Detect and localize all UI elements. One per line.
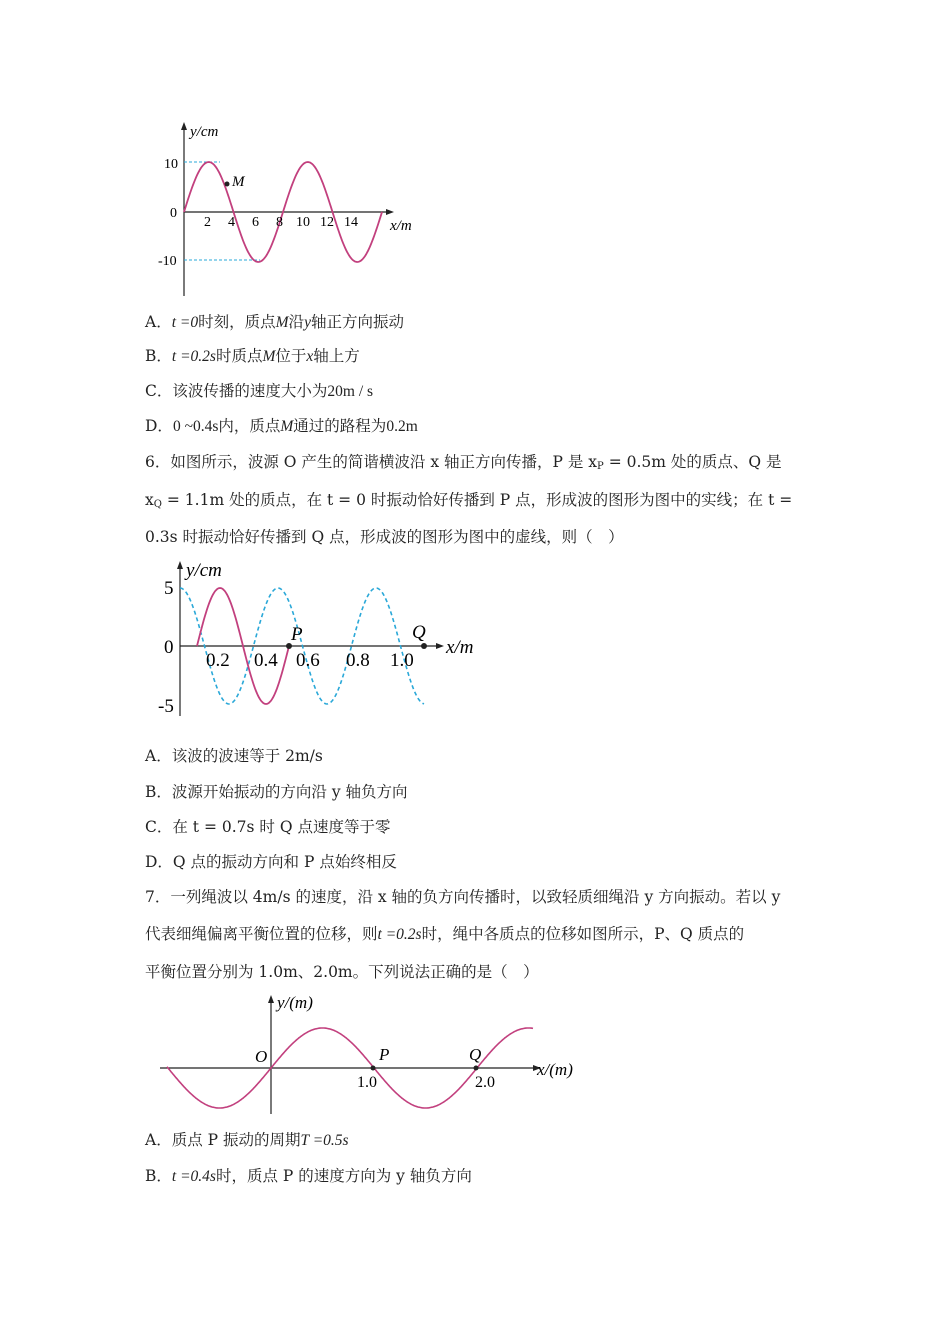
q5-option-b: B．t =0.2s时质点M位于x轴上方 [145,347,360,365]
x-tick: 2 [204,215,211,230]
point-p [371,1066,376,1071]
y-tick: 5 [164,578,174,599]
point-q [474,1066,479,1071]
x-tick: 8 [276,215,283,230]
q7-option-a: A．质点 P 振动的周期T =0.5s [145,1131,349,1149]
q6-option-c: C．在 t = 0.7s 时 Q 点速度等于零 [145,818,391,836]
x-tick: 14 [344,215,358,230]
x-tick: 10 [296,215,310,230]
x-tick: 12 [320,215,334,230]
q5-option-d: D．0 ~0.4s内，质点M通过的路程为0.2m [145,417,418,435]
x-axis-label: x/m [446,637,474,658]
q6-option-d: D．Q 点的振动方向和 P 点始终相反 [145,853,397,871]
y-tick: -10 [158,254,177,269]
q6-option-a: A．该波的波速等于 2m/s [145,747,323,765]
y-tick: 0 [164,637,174,658]
point-q [421,643,427,649]
q5-option-a: A．t =0时刻，质点M沿y轴正方向振动 [145,313,404,331]
point-p-label: P [291,624,303,645]
q6-stem-line-3: 0.3s 时振动恰好传播到 Q 点，形成波的图形为图中的虚线，则（ ） [145,528,624,546]
x-tick: 0.6 [296,650,320,671]
q7-stem-line-1: 7．一列绳波以 4m/s 的速度，沿 x 轴的负方向传播时，以致轻质细绳沿 y 方向振动。若以 y [145,888,781,906]
y-axis-label: y/cm [190,124,219,140]
figure-wave-1 [150,118,430,303]
x-tick: 2.0 [475,1074,495,1091]
origin-label: O [255,1047,268,1066]
x-tick: 4 [228,215,235,230]
x-axis-label: x/(m) [537,1060,573,1079]
q6-option-b: B．波源开始振动的方向沿 y 轴负方向 [145,783,408,801]
y-axis-label: y/cm [186,560,222,581]
point-q-label: Q [469,1045,482,1064]
y-tick: 10 [164,157,178,172]
q7-stem-line-3: 平衡位置分别为 1.0m、2.0m。下列说法正确的是（ ） [145,963,539,981]
q6-stem-line-2: $x_Q = 1.1m$ 处的质点，在 t = 0 时振动恰好传播到 P 点，形成波的图形为图中的实线；在 t = [145,491,793,510]
x-tick: 1.0 [390,650,414,671]
q7-option-b: B．t =0.4s时，质点 P 的速度方向为 y 轴负方向 [145,1167,472,1185]
x-tick: 6 [252,215,259,230]
q7-stem-line-2: 代表细绳偏离平衡位置的位移，则t =0.2s时，绳中各质点的位移如图所示，P、Q 质点的 [145,925,745,943]
y-tick: -5 [158,696,174,717]
x-axis-label: x/m [390,218,412,234]
x-tick: 0.8 [346,650,370,671]
y-tick: 0 [170,206,177,221]
q6-stem-line-1: 6．如图所示，波源 O 产生的简谐横波沿 x 轴正方向传播，P 是 $x_P = 0.5m$ 处的质点、Q 是 [145,453,782,472]
x-tick: 0.2 [206,650,230,671]
point-m [225,182,230,187]
x-tick: 1.0 [357,1074,377,1091]
point-m-label: M [232,174,245,190]
y-axis-label: y/(m) [277,993,313,1012]
point-q-label: Q [412,622,426,643]
x-tick: 0.4 [254,650,278,671]
figure-wave-2 [150,556,490,721]
point-p-label: P [379,1045,390,1064]
figure-wave-3 [155,990,595,1120]
q5-option-c: C．该波传播的速度大小为20m / s [145,382,374,400]
